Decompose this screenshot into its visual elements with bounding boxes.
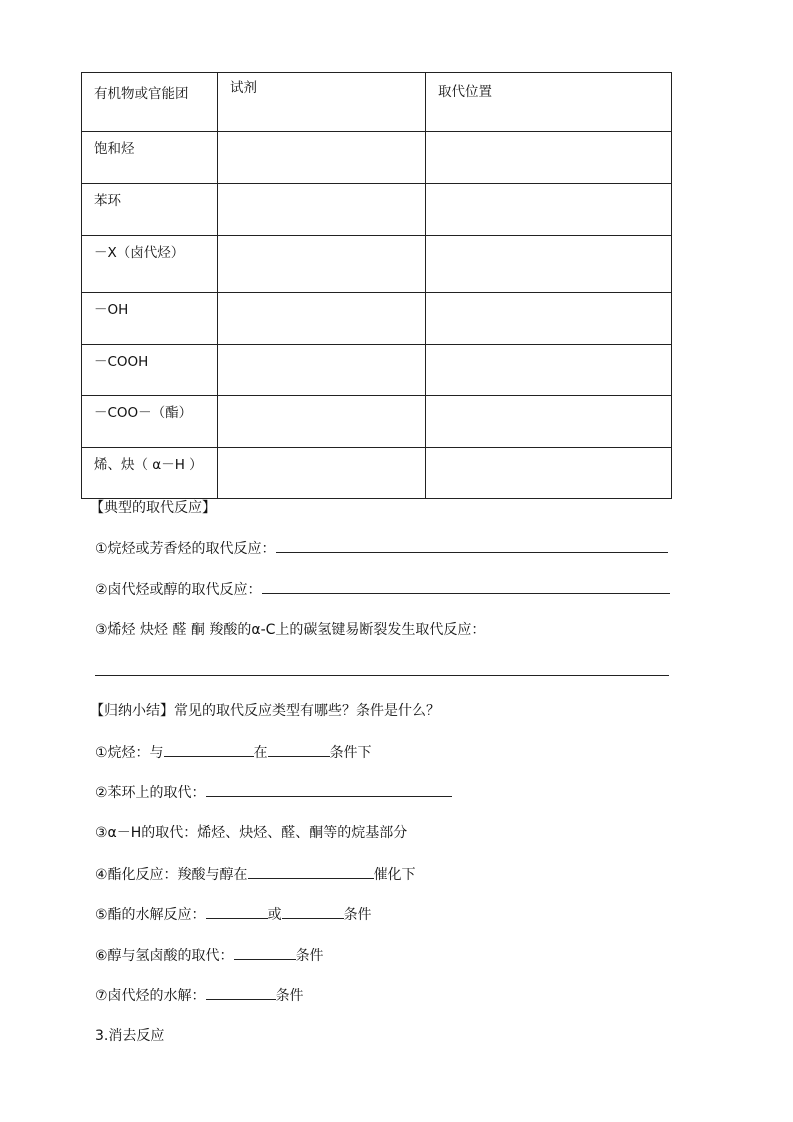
table-row <box>82 396 672 448</box>
table-cell <box>426 345 672 396</box>
summary-item-4 <box>95 864 416 885</box>
table-cell: 苯环 <box>82 184 218 236</box>
table-cell <box>426 448 672 499</box>
summary-text: 条件 <box>343 907 372 923</box>
table-row <box>82 184 672 236</box>
summary-item-2 <box>95 782 452 803</box>
summary-text: ⑥醇与氢卤酸的取代： <box>95 948 234 964</box>
header-cell: 有机物或官能团 <box>82 73 218 132</box>
answer-blank[interactable] <box>206 782 452 797</box>
summary-text: ④酯化反应：羧酸与醇在 <box>95 867 248 883</box>
answer-blank[interactable] <box>206 904 268 919</box>
summary-text: ②苯环上的取代： <box>95 785 206 801</box>
table-cell <box>426 293 672 345</box>
table-row <box>82 132 672 184</box>
answer-blank[interactable] <box>206 985 276 1000</box>
table-cell <box>218 345 426 396</box>
table-cell: －OH <box>82 293 218 345</box>
table-cell <box>218 236 426 293</box>
table-cell <box>218 396 426 448</box>
summary-item-7 <box>95 985 304 1006</box>
summary-text: 催化下 <box>373 867 416 883</box>
typical-line-2-label: ②卤代烃或醇的取代反应： <box>95 582 262 598</box>
summary-heading: 【归纳小结】常见的取代反应类型有哪些？条件是什么？ <box>90 703 440 719</box>
answer-blank[interactable] <box>268 742 330 757</box>
answer-blank[interactable] <box>282 904 344 919</box>
typical-line-1 <box>95 538 668 559</box>
summary-text: 或 <box>267 907 282 923</box>
table-cell: －X（卤代烃） <box>82 236 218 293</box>
table-cell <box>218 293 426 345</box>
table-cell <box>218 184 426 236</box>
answer-blank[interactable] <box>234 945 296 960</box>
summary-item-3: ③α－H的取代：烯烃、炔烃、醛、酮等的烷基部分 <box>95 825 408 841</box>
answer-blank[interactable] <box>276 538 668 553</box>
typical-line-2 <box>95 579 670 600</box>
section-heading: 3.消去反应 <box>95 1028 165 1044</box>
summary-text: ⑦卤代烃的水解： <box>95 988 206 1004</box>
table-row <box>82 345 672 396</box>
table-cell <box>426 132 672 184</box>
table-cell: －COOH <box>82 345 218 396</box>
summary-text: 在 <box>253 745 268 761</box>
summary-item-1 <box>95 742 372 763</box>
header-cell: 试剂 <box>218 73 426 132</box>
typical-line-1-label: ①烷烃或芳香烃的取代反应： <box>95 541 276 557</box>
typical-line-3: ③烯烃 炔烃 醛 酮 羧酸的α-C上的碳氢键易断裂发生取代反应： <box>95 622 486 638</box>
table-row <box>82 448 672 499</box>
answer-rule[interactable] <box>95 675 669 676</box>
table-cell: －COO－（酯） <box>82 396 218 448</box>
table-cell: 烯、炔（ α－H ） <box>82 448 218 499</box>
summary-text: ①烷烃：与 <box>95 745 164 761</box>
table-cell <box>218 132 426 184</box>
table-cell: 饱和烃 <box>82 132 218 184</box>
summary-text: 条件 <box>295 948 324 964</box>
substitution-table <box>81 72 672 499</box>
table-row <box>82 236 672 293</box>
summary-text: 条件 <box>275 988 304 1004</box>
table-row <box>82 293 672 345</box>
summary-text: 条件下 <box>329 745 372 761</box>
summary-item-6 <box>95 945 324 966</box>
table-cell <box>218 448 426 499</box>
summary-text: ⑤酯的水解反应： <box>95 907 206 923</box>
answer-blank[interactable] <box>262 579 670 594</box>
header-cell: 取代位置 <box>426 73 672 132</box>
summary-item-5 <box>95 904 372 925</box>
table-cell <box>426 396 672 448</box>
answer-blank[interactable] <box>248 864 374 879</box>
table-cell <box>426 184 672 236</box>
typical-heading: 【典型的取代反应】 <box>90 500 216 516</box>
table-cell <box>426 236 672 293</box>
table-header-row <box>82 73 672 132</box>
answer-blank[interactable] <box>164 742 254 757</box>
